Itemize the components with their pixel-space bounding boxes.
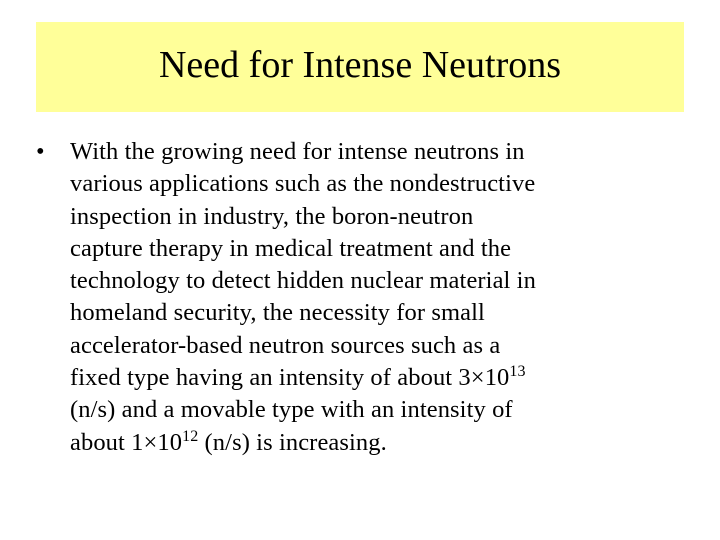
exponent-13: 13	[509, 363, 526, 381]
line-10-prefix: about 1×10	[70, 428, 183, 456]
bullet-text-line-5: technology to detect hidden nuclear material in	[70, 267, 536, 295]
bullet-item	[36, 136, 696, 459]
bullet-text-line-1: With the growing need for intense neutrons in	[70, 138, 525, 165]
bullet-text-line-9: (n/s) and a movable type with an intensity of	[70, 396, 513, 424]
exponent-12: 12	[182, 427, 199, 445]
bullet-list	[36, 136, 696, 459]
bullet-icon: •	[36, 138, 45, 165]
line-8-text: fixed type having an intensity of about 3×10	[70, 364, 510, 392]
bullet-text-line-3: inspection in industry, the boron-neutron	[70, 202, 474, 230]
slide-title: Need for Intense Neutrons	[158, 44, 562, 86]
line-10-suffix: (n/s) is increasing.	[198, 428, 387, 456]
bullet-text-line-4: capture therapy in medical treatment and the	[70, 234, 512, 262]
bullet-text-line-10	[70, 427, 696, 459]
bullet-text-line-6: homeland security, the necessity for small	[70, 299, 485, 327]
bullet-text-line-8	[70, 362, 696, 394]
title-banner	[36, 22, 684, 112]
bullet-text-line-2: various applications such as the nondestructive	[70, 170, 536, 198]
bullet-text-line-7: accelerator-based neutron sources such as a	[70, 331, 501, 359]
